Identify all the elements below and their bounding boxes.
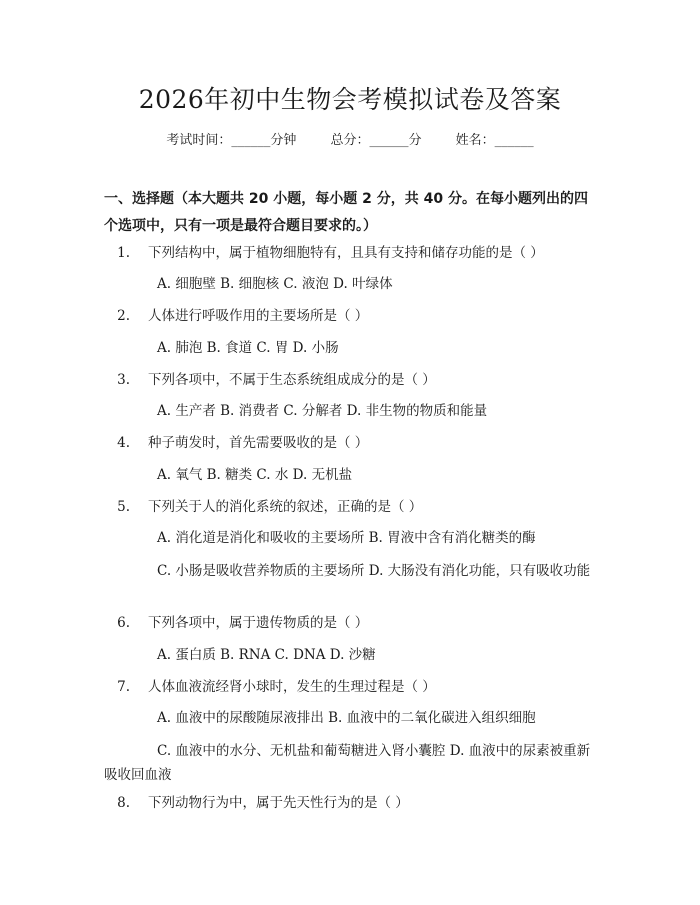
question-options: C. 小肠是吸收营养物质的主要场所 D. 大肠没有消化功能，只有吸收功能	[157, 563, 591, 579]
question-options: A. 生产者 B. 消费者 C. 分解者 D. 非生物的物质和能量	[157, 403, 488, 419]
exam-time-field: 考试时间：______分钟	[166, 133, 297, 148]
question-number: 1.	[117, 245, 130, 261]
question-text: 下列关于人的消化系统的叙述，正确的是（ ）	[148, 499, 423, 515]
section-heading: 一、选择题（本大题共 20 小题，每小题 2 分，共 40 分。在每小题列出的四个选项中，只有一项是最符合题目要求的。）	[104, 191, 588, 234]
question-options: A. 蛋白质 B. RNA C. DNA D. 沙糖	[157, 647, 376, 663]
question-item	[104, 369, 600, 391]
question-item	[104, 792, 600, 814]
question-item	[104, 612, 600, 634]
question-number: 6.	[117, 615, 130, 631]
question-text: 下列结构中，属于植物细胞特有，且具有支持和储存功能的是（ ）	[148, 245, 544, 261]
question-options: C. 血液中的水分、无机盐和葡萄糖进入肾小囊腔 D. 血液中的尿素被重新吸收回血液	[104, 743, 591, 783]
question-item	[104, 676, 600, 698]
student-name-field: 姓名：______	[455, 133, 534, 148]
question-number: 5.	[117, 499, 130, 515]
question-options: A. 消化道是消化和吸收的主要场所 B. 胃液中含有消化糖类的酶	[157, 530, 536, 546]
question-text: 下列各项中，属于遗传物质的是（ ）	[148, 615, 369, 631]
question-options: A. 细胞壁 B. 细胞核 C. 液泡 D. 叶绿体	[157, 276, 393, 292]
exam-meta	[0, 128, 700, 154]
question-number: 2.	[117, 308, 130, 324]
question-item	[104, 242, 600, 264]
question-item	[104, 496, 600, 518]
question-options: A. 血液中的尿酸随尿液排出 B. 血液中的二氧化碳进入组织细胞	[157, 710, 536, 726]
question-item	[104, 432, 600, 454]
question-options: A. 氧气 B. 糖类 C. 水 D. 无机盐	[157, 467, 353, 483]
question-text: 下列动物行为中，属于先天性行为的是（ ）	[148, 795, 409, 811]
question-number: 4.	[117, 435, 130, 451]
question-text: 种子萌发时，首先需要吸收的是（ ）	[148, 435, 369, 451]
total-score-field: 总分：______分	[330, 133, 422, 148]
question-number: 3.	[117, 372, 130, 388]
question-item	[104, 305, 600, 327]
question-number: 7.	[117, 679, 130, 695]
page-title: 2026年初中生物会考模拟试卷及答案	[138, 85, 562, 114]
question-number: 8.	[117, 795, 130, 811]
question-text: 人体血液流经肾小球时，发生的生理过程是（ ）	[148, 679, 436, 695]
question-text: 下列各项中，不属于生态系统组成成分的是（ ）	[148, 372, 436, 388]
question-text: 人体进行呼吸作用的主要场所是（ ）	[148, 308, 369, 324]
question-options: A. 肺泡 B. 食道 C. 胃 D. 小肠	[157, 340, 339, 356]
